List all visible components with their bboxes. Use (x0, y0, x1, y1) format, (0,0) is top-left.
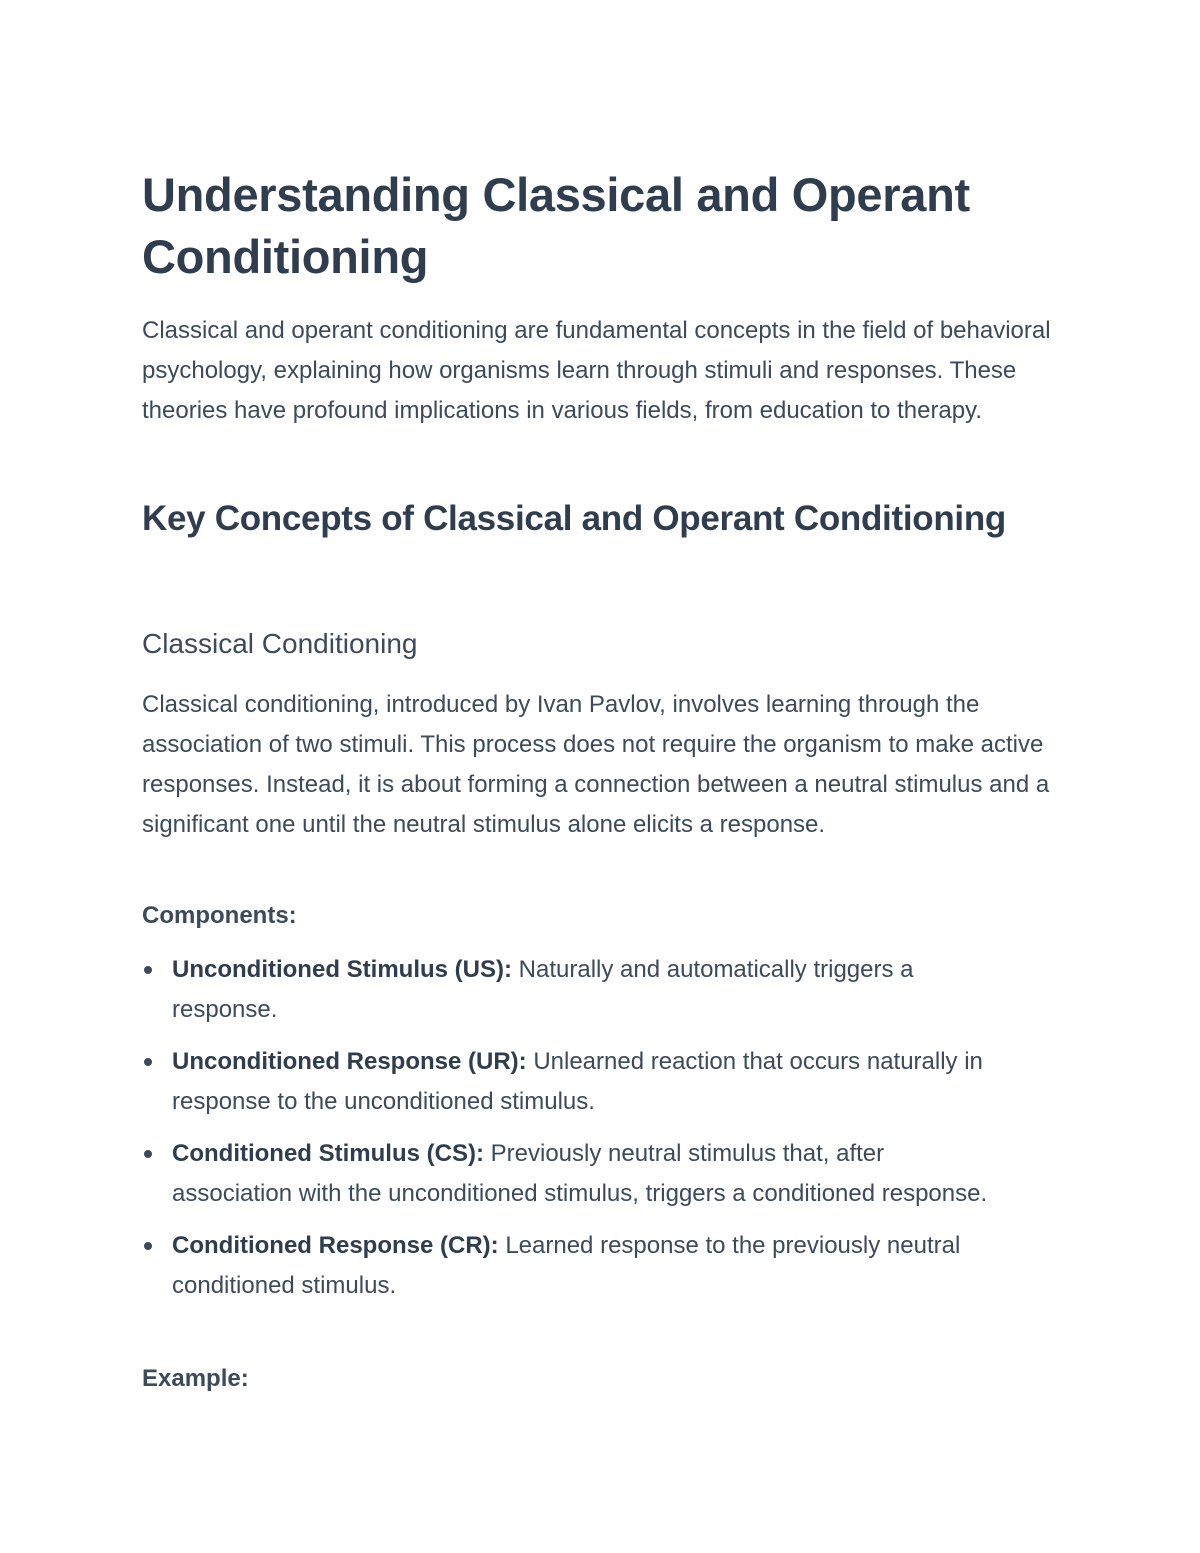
component-term: Unconditioned Stimulus (US): (172, 956, 512, 983)
component-term: Unconditioned Response (UR): (172, 1048, 527, 1075)
component-description: Unlearned reaction that occurs naturally in response to the unconditioned stimulus. (172, 1048, 983, 1115)
components-label: Components: (142, 902, 297, 929)
list-item (142, 1134, 1002, 1214)
bullet-icon (144, 1242, 152, 1250)
list-item (142, 950, 1002, 1030)
component-term: Conditioned Response (CR): (172, 1232, 499, 1259)
bullet-icon (144, 1058, 152, 1066)
bullet-icon (144, 966, 152, 974)
components-list (142, 950, 1067, 1318)
bullet-icon (144, 1150, 152, 1158)
component-term: Conditioned Stimulus (CS): (172, 1140, 484, 1167)
component-description: Previously neutral stimulus that, after association with the unconditioned stimulus, triggers a conditioned response. (172, 1140, 988, 1207)
component-description: Naturally and automatically triggers a response. (172, 956, 914, 1023)
page-title: Understanding Classical and Operant Conditioning (142, 168, 970, 283)
classical-conditioning-paragraph: Classical conditioning, introduced by Ivan Pavlov, involves learning through the association of two stimuli. This process does not require the organism to make active responses. Instead, it is about forming a connection between a neutral stimulus and a significant one until the neutral stimulus alone elicits a response. (142, 691, 1050, 838)
list-item (142, 1226, 1002, 1306)
section-heading: Key Concepts of Classical and Operant Conditioning (142, 499, 1006, 538)
component-description: Learned response to the previously neutral conditioned stimulus. (172, 1232, 961, 1299)
list-item (142, 1042, 1002, 1122)
example-label: Example: (142, 1365, 249, 1392)
subsection-heading: Classical Conditioning (142, 628, 418, 659)
intro-paragraph: Classical and operant conditioning are fundamental concepts in the field of behavioral psychology, explaining how organisms learn through stimuli and responses. These theories have profound implications in various fields, from education to therapy. (142, 317, 1051, 424)
